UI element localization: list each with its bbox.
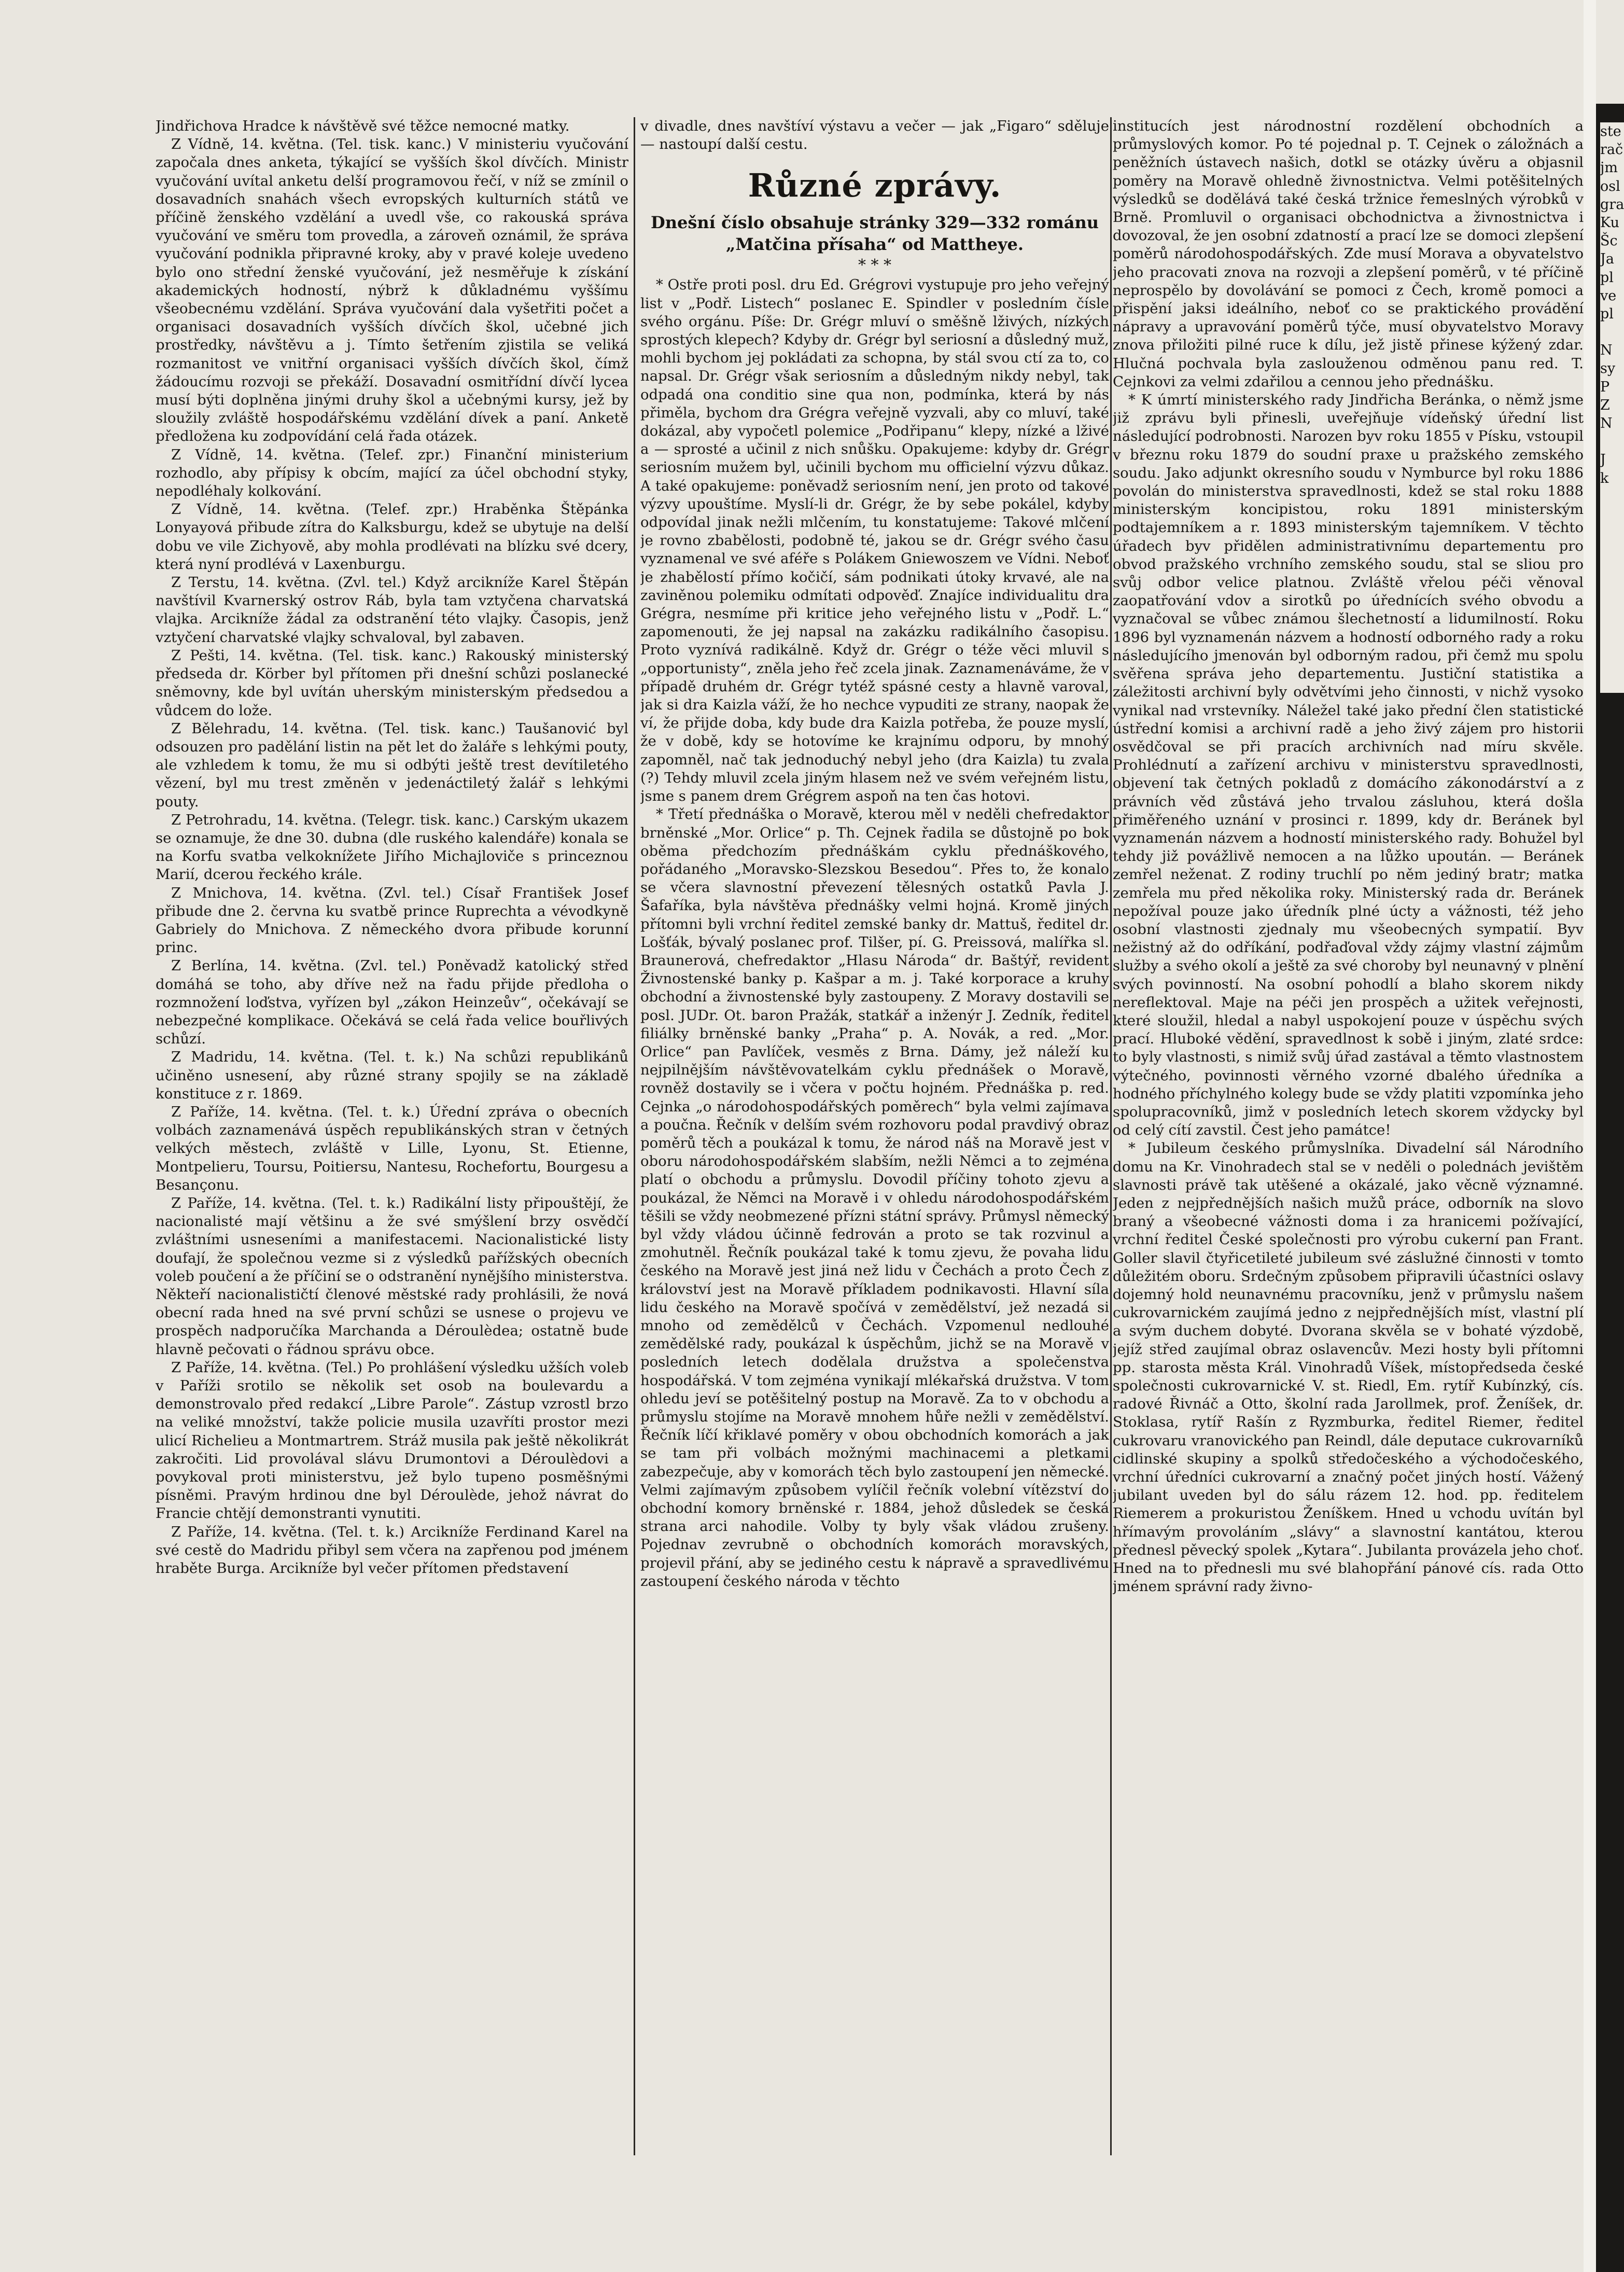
article-paragraph: Z Pešti, 14. května. (Tel. tisk. kanc.) Rakouský ministerský předseda dr. Körber byl přítomen při dnešní schůzi poslanecké sněmovny, kde byl uvítán uherským ministerským předsedou a vůdcem do lože. <box>156 647 628 719</box>
article-paragraph: Z Vídně, 14. května. (Tel. tisk. kanc.) V ministeriu vyučování započala dnes anketa, týkající se vyšších škol dívčích. Ministr vyučování uvítal anketu delší programovou řečí, v níž se zmínil o dosavadních snahách všech evropských kulturních států ve příčině ženského vzdělání a uvedl vše, co rakouská správa vyučování ve směru tom provedla, a zároveň oznámil, že správa vyučování podnikla připravné kroky, aby v pravé koleje uvedeno bylo ono střední ženské vyučování, jež nesměřuje k získání akademických hodností, nýbrž k důkladnému vyššímu všeobecnému vzdělání. Správa vyučování dala vyšetřiti počet a organisaci dosavadních vyšších dívčích škol, učebné jich prostředky, návštěvu a j. Tímto šetřením zjistila se veliká rozmanitost ve vnitřní organisaci vyšších dívčích škol, čímž žádoucímu rozvoji se překáží. Dosavadní osmitřídní dívčí lycea musí býti doplněna jinými druhy škol a učebnými kursy, jež by sloužily zvláště hospodářskému vzdělání dívek a paní. Anketě předložena ku zodpovídání celá řada otázek. <box>156 136 628 445</box>
edge-fragment: ste <box>1600 123 1621 140</box>
edge-fragment: jm <box>1600 160 1618 176</box>
article-paragraph: * Ostře proti posl. dru Ed. Grégrovi vystupuje pro jeho veřejný list v „Podř. Listech“ poslanec E. Spindler v posledním čísle svého orgánu. Píše: Dr. Grégr mluví o směšně lživých, nízkých sprostých klepech? Kdyby dr. Grégr byl seriosní a důsledný muž, mohli bychom jej pokládati za schopna, by stál svou ctí za to, co napsal. Dr. Grégr však seriosním a důsledným nikdy nebyl, tak odpadá ona conditio sine qua non, podmínka, která by nás přiměla, bychom dra Grégra veřejně vyzvali, aby co mluví, také dokázal, aby vypočetl polemice „Podřipanu“ klepy, nízké a lživé a — sprosté a učinil z nich snůšku. Opakujeme: kdyby dr. Grégr seriosním mužem byl, učinili bychom mu officielní výzvu důkaz. A také opakujeme: poněvadž seriosním není, jen proto od takové výzvy upouštíme. Myslí-li dr. Grégr, že by sebe pokálel, kdyby odpovídal jinak nežli mlčením, tu konstatujeme: Takové mlčení je rovno zbabělosti, podobně té, jakou se dr. Grégr svého času vyznamenal ve své aféře s Polákem Gniewoszem ve Vídni. Neboť je zhabělostí přímo kočičí, sám podnikati útoky krvavé, ale na zaviněnou polemiku odmítati odpověď. Znajíce individualitu dra Grégra, nesmíme při kritice jeho veřejného listu v „Podř. L.“ zapomenouti, že jej napsal na zakázku radikálního časopisu. Proto vyznívá radikálně. Když dr. Grégr o téže věci mluvil s „opportunisty“, zněla jeho řeč zcela jinak. Zaznamenáváme, že v případě druhém dr. Grégr tytéž spásné cesty a hlavně varoval, jak si dra Kaizla váží, že ho nechce vypuditi ze strany, naopak že ví, že přijde doba, kdy bude dra Kaizla potřeba, že pouze myslí, že v době, kdy se hotovíme ke krajnímu odporu, by mnohý zapomněl, nač tak jednoduchý nebyl jeho (dra Kaizla) tu zvala (?) Tehdy mluvil zcela jiným hlasem než ve svém veřejném listu, jsme s panem drem Grégrem aspoň na ten čas hotovi. <box>640 276 1109 805</box>
edge-fragment: rač <box>1600 142 1623 158</box>
article-paragraph: Z Madridu, 14. května. (Tel. t. k.) Na schůzi republikánů učiněno usnesení, aby různé strany spojily se na základě konstituce z r. 1869. <box>156 1049 628 1102</box>
separator-stars: * * * <box>858 256 892 275</box>
article-paragraph: Z Paříže, 14. května. (Tel. t. k.) Úřední zpráva o obecních volbách zaznamenává úspěch republikánských stran v četných velkých městech, zvláště v Lille, Lyonu, St. Etienne, Montpelieru, Toursu, Poitiersu, Nantesu, Rochefortu, Bourgesu a Besançonu. <box>156 1103 628 1193</box>
article-paragraph: Z Paříže, 14. května. (Tel. t. k.) Radikální listy připouštějí, že nacionalisté mají většinu a že své smýšlení brzy osvědčí zvláštními usneseními a manifestacemi. Nacionalistické listy doufají, že společnou vezme si z výsledků pařížských obecních voleb poučení a že příčiní se o odstranění nynějšího ministerstva. Někteří nacionalističtí členové městské rady prohlásili, že nová obecní rada hned na své první schůzi se usnese o projevu ve prospěch nadporučíka Marchanda a Déroulèdea; ostatně bude hlavně pečovati o řádnou správu obce. <box>156 1194 628 1358</box>
edge-fragment: k <box>1600 470 1609 486</box>
column-middle <box>640 117 1109 2155</box>
edge-fragment <box>1600 433 1624 451</box>
page-margin <box>1584 0 1596 2272</box>
article-paragraph: institucích jest národnostní rozdělení obchodních a průmyslových komor. Po té pojednal p. T. Cejnek o záložnách a peněžních ústavech našich, dotkl se otázky úvěru a objasnil poměry na Moravě ohledně živnostnictva. Velmi potěšitelných výsledků se dodělává také česká tržnice řemeslných výrobků v Brně. Promluvil o organisaci obchodnictva a živnostnictva i dovozoval, že jen osobní zdatností a prací lze se domoci zlepšení poměrů národohospodářských. Zde musí Morava a obyvatelstvo jeho pracovati znova na rozvoji a zlepšení poměrů, v té příčině neprospělo by dovolávání se pomoci z Čech, kromě pomoci a přispění jaksi ideálního, neboť co se praktického provádění nápravy a upravování poměrů týče, musí obyvatelstvo Moravy znova přiložiti pilné ruce k dílu, jež jistě přinese kýžený zdar. Hlučná pochvala byla zaslouženou odměnou panu red. T. Cejnkovi za velmi zdařilou a cennou jeho přednášku. <box>1113 118 1584 390</box>
edge-fragment: pl <box>1600 269 1614 286</box>
article-paragraph: Z Vídně, 14. května. (Telef. zpr.) Hraběnka Štěpánka Lonyayová přibude zítra do Kalksburgu, kdež se ubytuje na delší dobu ve vile Zichyově, aby mohla prodlévati na blízku své dcery, která nyní prodlévá v Laxenburgu. <box>156 501 628 573</box>
edge-fragment: pl <box>1600 305 1614 322</box>
edge-fragment: N <box>1600 342 1613 359</box>
adjacent-page-text <box>1600 122 1624 693</box>
col2-articles <box>640 276 1109 1591</box>
article-paragraph: * Třetí přednáška o Moravě, kterou měl v neděli chefredaktor brněnské „Mor. Orlice“ p. Th. Cejnek řadila se důstojně po bok oběma předchozím přednáškám cyklu přednáškového, pořádaného „Moravsko-Slezskou Besedou“. Přes to, že konalo se včera slavnostní převezení tělesných ostatků Pavla J. Šafaříka, byla návštěva přednášky velmi hojná. Kromě jiných přítomni byli vrchní ředitel zemské banky dr. Mattuš, ředitel dr. Lošťák, bývalý poslanec prof. Tilšer, pí. G. Preissová, malířka sl. Braunerová, chefredaktor „Hlasu Národa“ dr. Baštýř, revident Živnostenské banky p. Kašpar a m. j. Také korporace a kruhy obchodní a živnostenské byly zastoupeny. Z Moravy dostavili se posl. JUDr. Ot. baron Pražák, statkář a inženýr J. Zedník, ředitel filiálky brněnské banky „Praha“ p. A. Novák, a red. „Mor. Orlice“ pan Pavlíček, vesměs z Brna. Dámy, jež náleží ku nejpilnějším návštěvovatelkám cyklu přednášek o Moravě, rovněž dostavily se i včera v počtu hojném. Přednáška p. red. Cejnka „o národohospodářských poměrech“ byla velmi zajímava a poučna. Řečník v delším svém rozhovoru podal pravdivý obraz poměrů těch a poukázal k tomu, že národ náš na Moravě jest v oboru národohospodářském slabším, nežli Němci a to zejména platí o obchodu a průmyslu. Dovodil příčiny tohoto zjevu a poukázal, že Němci na Moravě i v ohledu národohospodářském těšili se vždy neobmezené přízni státní správy. Průmysl německý byl vždy vládou účinně fedrován a proto se tak rozvinul a zmohutněl. Řečník poukázal také k tomu zjevu, že povaha lidu českého na Moravě jest jiná než lidu v Čechách a proto Čech z království jest na Moravě příkladem podnikavosti. Hlavní síla lidu českého na Moravě spočívá v zemědělství, jež nezadá si mnoho od zemědělců v Čechách. Vzpomenul nedlouhé zemědělské rady, poukázal k úspěchům, jichž se na Moravě v posledních letech dodělala družstva a společenstva hospodářská. V tom zejména vynikají mlékařská družstva. V tom ohledu jeví se potěšitelný postup na Moravě. Za to v obchodu a průmyslu stojíme na Moravě mnohem hůře nežli v zemědělství. Řečník líčí křiklavé poměry v obou obchodních komorách a jak se tam při volbách možnými machinacemi a pletkami zabezpečuje, aby v komorách těch bylo zastoupení jen německé. Velmi zajímavým způsobem vylíčil řečník volební vítězství do obchodní komory brněnské r. 1884, jehož důsledek se česká strana arci nahodile. Volby ty byly však vládou zrušeny. Pojednav zevrubně o obchodních komorách moravských, projevil přání, aby se jediného cestu k nápravě a spravedlivému zastoupení českého národa v těchto <box>640 806 1109 1590</box>
column-rule-2 <box>1110 117 1112 2155</box>
edge-fragment: N <box>1600 415 1613 431</box>
article-paragraph: Z Paříže, 14. května. (Tel.) Po prohlášení výsledku užších voleb v Paříži srotilo se několik set osob na boulevardu a demonstrovalo před redakcí „Libre Parole“. Zástup vzrostl brzo na veliké množství, takže policie musila uzavříti prostor mezi ulicí Richelieu a Montmartrem. Stráž musila pak ještě několikrát zakročiti. Lid provolával slávu Drumontovi a Déroulèdovi a povykoval proti ministerstvu, jež bylo tupeno posměšnými písněmi. Pravým hrdinou dne byl Déroulède, jehož návrat do Francie chtějí demonstranti vynutiti. <box>156 1359 628 1522</box>
edge-fragment: Ja <box>1600 251 1614 268</box>
column-left <box>156 117 628 2155</box>
edge-fragment: P <box>1600 379 1610 395</box>
article-paragraph: Z Terstu, 14. května. (Zvl. tel.) Když arcikníže Karel Štěpán navštívil Kvarnerský ostrov Ráb, byla tam vztyčena charvatská vlajka. Arcikníže žádal za odstranění této vlajky. Časopis, jenž vztyčení charvatské vlajky schvaloval, byl zabaven. <box>156 574 628 646</box>
article-paragraph: Jindřichova Hradce k návštěvě své těžce nemocné matky. <box>156 118 570 134</box>
article-paragraph: Z Vídně, 14. května. (Telef. zpr.) Finanční ministerium rozhodlo, aby přípisy k obcím, mající za účel obchodní styky, nepodléhaly kolkování. <box>156 446 628 500</box>
novel-notice: Dnešní číslo obsahuje stránky 329—332 románu „Matčina přísaha“ od Mattheye. <box>651 213 1099 255</box>
edge-fragment: Ku <box>1600 214 1619 231</box>
edge-fragment: sy <box>1600 360 1616 377</box>
edge-fragment <box>1600 323 1624 341</box>
edge-fragment: ve <box>1600 287 1617 304</box>
edge-fragment: J <box>1600 452 1606 468</box>
column-right <box>1113 117 1584 2155</box>
edge-fragment: Z <box>1600 397 1610 413</box>
article-paragraph: Z Petrohradu, 14. května. (Telegr. tisk. kanc.) Carským ukazem se oznamuje, že dne 30. dubna (dle ruského kalendáře) konala se na Korfu svatba velkoknížete Jiřího Michajloviče s princeznou Marií, dcerou řeckého krále. <box>156 811 628 883</box>
edge-fragment: osl <box>1600 178 1620 194</box>
section-heading: Různé zprávy. <box>748 166 1002 205</box>
article-paragraph: Z Paříže, 14. května. (Tel. t. k.) Arcikníže Ferdinand Karel na své cestě do Madridu přibyl sem včera na zapřenou pod jménem hraběte Burga. Arcikníže byl večer přítomen představení <box>156 1523 628 1577</box>
edge-fragment: gra <box>1600 196 1624 213</box>
article-paragraph: Z Berlína, 14. května. (Zvl. tel.) Poněvadž katolický střed domáhá se toho, aby dříve než na řadu přijde předloha o rozmnožení loďstva, vyřízen byl „zákon Heinzeův“, očekávají se nebezpečné komplikace. Očekává se celá řada velice bouřlivých schůzí. <box>156 957 628 1048</box>
article-paragraph: * K úmrtí ministerského rady Jindřicha Beránka, o němž jsme již zprávu byli přinesli, uveřejňuje vídeňský úřední list následující podrobnosti. Narozen byv roku 1855 v Písku, vstoupil v březnu roku 1879 do soudní praxe u pražského zemského soudu. Jako adjunkt okresního soudu v Nymburce byl roku 1886 povolán do ministerstva spravedlnosti, kdež se stal roku 1888 ministerským koncipistou, roku 1891 ministerským podtajemníkem a r. 1893 ministerským tajemníkem. V těchto úřadech byv přidělen administrativnímu departementu pro obvod pražského vrchního zemského soudu, stal se sliou pro svůj odbor velice platnou. Zvláště vřelou péči věnoval zaopatřování vdov a sirotků po úřednících svého obvodu a vyznačoval se vůbec známou šlechetností a lidumilností. Roku 1896 byl vyznamenán názvem a hodností odborného rady a roku následujícího jmenován byl odborným radou, při čemž mu spolu svěřena správa jeho departementu. Justiční statistika a záležitosti archivní byly odvětvími jeho činnosti, v nichž vysoko vynikal nad vrstevníky. Náležel také jako přední člen statistické ústřední komisi a archivní radě a jeho živý zájem pro historii osvědčoval se při pracích archivních nad míru skvěle. Prohlédnutí a zařízení archivu v ministerstvu spravedlnosti, objevení tak četných pokladů z domácího zákonodárství a z právních věd zůstává jeho trvalou zásluhou, která došla přiměřeného uznání v prosinci r. 1899, kdy dr. Beránek byl vyznamenán názvem a hodností ministerského rady. Bohužel byl tehdy již povážlivě nemocen a na lůžko upoután. — Beránek zemřel neženat. Z rodiny truchlí po něm jediný bratr; matka zemřela mu před několika roky. Ministerský rada dr. Beránek nepožíval pouze jako úředník plné úcty a vážnosti, též jeho osobní vlastnosti zjednaly mu všeobecných sympatií. Byv nežistný až do odříkání, podřaďoval vždy zájmy vlastní zájmům služby a svého okolí a ještě za své choroby byl neunavný v plnění svých povinností. Na osobní pohodlí a blaho skorem nikdy nereflektoval. Maje na péči jen prospěch a užitek veřejnosti, které sloužil, hledal a nabyl uspokojení pouze v úspěchu svých prací. Hluboké vědění, spravedlnost k sobě i jiným, zlaté srdce: to byly vlastnosti, s nimiž svůj úřad zastával a těmto vlastnostem výtečného, povinnosti věrného vzorné dbalého úředníka a hodného příchylného kolegy bude se vždy platiti vzpomínka jeho spolupracovníků, jimž v posledních letech skorem vždycky byl od celý cítí zavstil. Čest jeho památce! <box>1113 392 1584 1139</box>
edge-fragment: Šc <box>1600 233 1618 249</box>
col2-intro: v divadle, dnes navštíví výstavu a večer — jak „Figaro“ sděluje — nastoupí další cestu. <box>640 118 1109 153</box>
article-paragraph: Z Bělehradu, 14. května. (Tel. tisk. kanc.) Taušanović byl odsouzen pro padělání listin na pět let do žaláře s lehkými pouty, ale vzhledem k tomu, že mu si odbýti ještě trest devítiletého vězení, byl mu trest změněn v jedenáctiletý žalář s lehkými pouty. <box>156 720 628 810</box>
article-paragraph: Z Mnichova, 14. května. (Zvl. tel.) Císař František Josef přibude dne 2. června ku svatbě prince Ruprechta a vévodkyně Gabriely do Mnichova. Z německého dvora přibude korunní princ. <box>156 884 628 956</box>
column-rule-1 <box>634 117 635 2155</box>
article-paragraph: * Jubileum českého průmyslníka. Divadelní sál Národního domu na Kr. Vinohradech stal se v neděli o polednách jevištěm slavnosti právě tak utěšené a okázalé, jako věcně významné. Jeden z nejpřednějších našich mužů práce, odborník na slovo braný a všeobecné vážnosti doma i za hranicemi požívající, vrchní ředitel České společnosti pro výrobu cukerní pan Frant. Goller slavil čtyřicetileté jubileum své záslužné činnosti v tomto důležitém oboru. Srdečným způsobem připravili účastníci oslavy dojemný hold neunavnému pracovníku, jenž v průmyslu našem cukrovarnickém zaujímá jedno z nejpřednějších míst, vlastní plí a svým duchem dobyté. Dvorana skvěla se v bohaté výzdobě, jejíž střed zaujímal obraz oslavencův. Mezi hosty byli přítomni pp. starosta města Král. Vinohradů Víšek, místopředseda české společnosti cukrovarnické V. st. Riedl, Em. rytíř Kubínzký, cís. radové Řivnáč a Otto, školní rada Jarollmek, prof. Ženíšek, dr. Stoklasa, rytíř Rašín z Ryzmburka, ředitel Riemer, ředitel cukrovaru vranovického pan Reindl, dále deputace cukrovarníků cidlinské skupiny a spolků středočeského a východočeského, vrchní úředníci cukrovarní a značný počet jiných hostí. Vážený jubilant uveden byl do sálu rázem 12. hod. pp. ředitelem Riemerem a prokuristou Ženíškem. Hned u vchodu uvítán byl hřímavým provoláním „slávy“ a slavnostní kantátou, kterou přednesl pěvecký spolek „Kytara“. Jubilanta provázela jeho choť. Hned na to přednesli mu své blahopřání pánové cís. rada Otto jménem správní rady živno- <box>1113 1140 1584 1595</box>
